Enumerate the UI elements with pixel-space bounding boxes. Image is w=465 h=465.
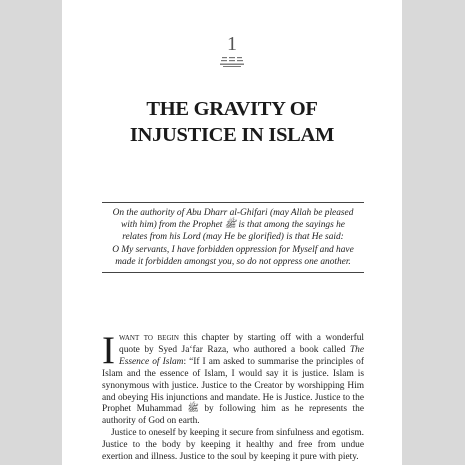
quote-line-2: with him) from the Prophet ﷺ is that among the sayings he [121,220,345,231]
paragraph-1-text-b: : “If I am asked to summarise the principles of Islam and the essence of Islam, I would say it is justice. Islam is synonymous with justice. Justice to the Creator by worshipping Him and obeying His injunctions and mandate. He is Justice. Justice to the Prophet Muhammad ﷺ by following him as he represents the authority of God on earth. [102,356,364,427]
drop-cap: I [102,329,115,372]
chapter-ornament-icon [219,56,245,68]
quote-line-3: relates from his Lord (may He be glorified) is that He said: [122,232,344,243]
quote-line-1: On the authority of Abu Dharr al-Ghifari (may Allah be pleased [112,208,354,218]
hadith-quote [102,207,364,268]
paragraph-1-text-a: this chapter by starting off with a wonderful quote by Syed Ja‘far Raza, who authored a book called [119,333,365,355]
hadith-quote-box [102,202,364,273]
book-title: The Essence of Islam [119,344,364,367]
quote-line-4: O My servants, I have forbidden oppression for Myself and have [112,244,354,255]
quote-line-5: made it forbidden amongst you, so do not oppress one another. [115,256,351,267]
chapter-number: 1 [227,33,237,55]
lead-in-smallcaps: want to begin [119,333,179,343]
body-paragraph-1 [102,329,365,428]
chapter-title [62,96,402,148]
chapter-title-line-1: THE GRAVITY OF [146,98,318,120]
book-page [62,0,402,465]
body-paragraph-2: Justice to oneself by keeping it secure from sinfulness and egotism. Justice to the body by keeping it healthy and free from undue exertion and illness. Justice to the soul by keeping it pure with piety. [102,428,364,463]
chapter-title-line-2: INJUSTICE IN ISLAM [129,124,335,146]
chapter-body [102,329,365,464]
